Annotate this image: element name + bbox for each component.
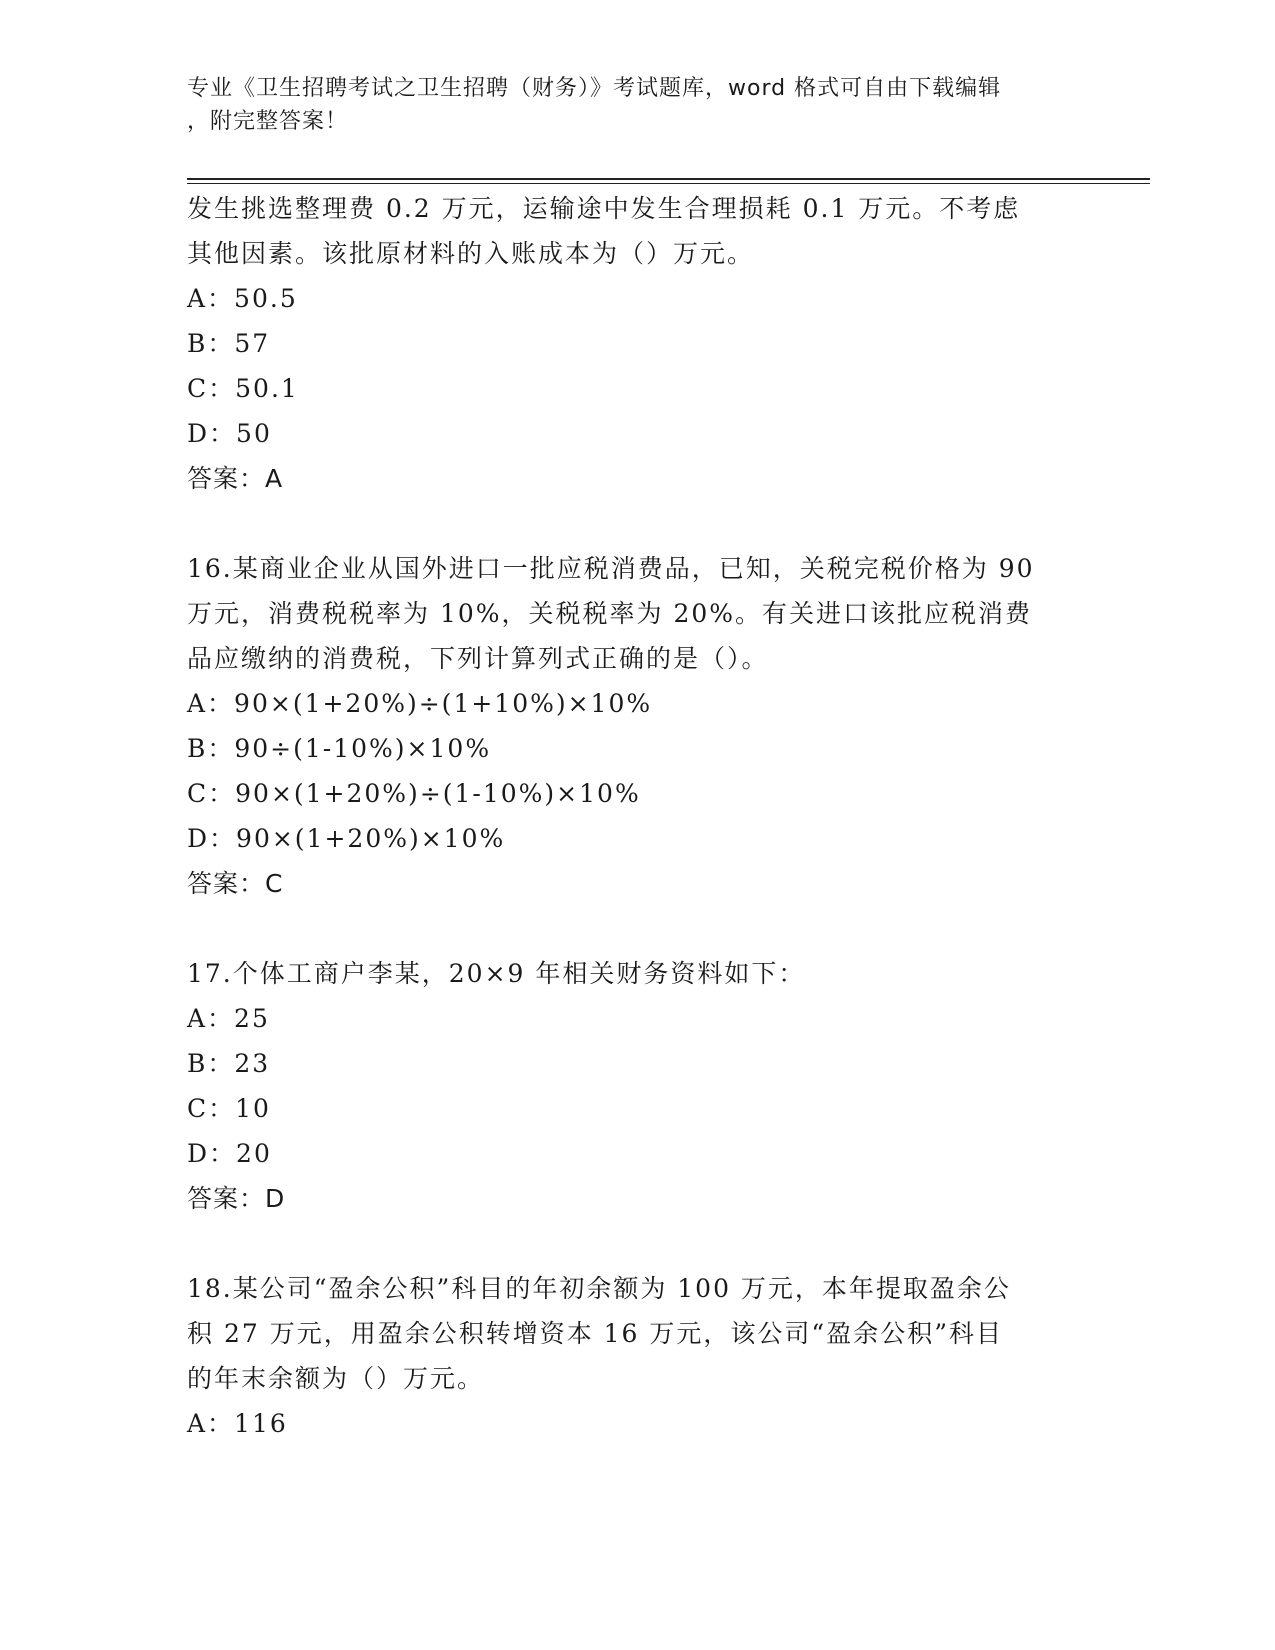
option-a: A：25: [187, 1004, 270, 1033]
answer-label: 答案：C: [187, 869, 284, 898]
spacer: [187, 906, 1087, 951]
question-16: [187, 546, 1087, 906]
spacer: [187, 501, 1087, 546]
document-header: [187, 72, 1067, 138]
question-15: [187, 186, 1087, 501]
question-text: 万元，消费税税率为 10%，关税税率为 20%。有关进口该批应税消费: [187, 599, 1033, 628]
question-text: 发生挑选整理费 0.2 万元，运输途中发生合理损耗 0.1 万元。不考虑: [187, 194, 1021, 223]
question-text: 其他因素。该批原材料的入账成本为（）万元。: [187, 239, 755, 268]
option-a: A：50.5: [187, 284, 298, 313]
question-text: 的年末余额为（）万元。: [187, 1364, 485, 1393]
question-text: 16.某商业企业从国外进口一批应税消费品，已知，关税完税价格为 90: [187, 554, 1035, 583]
option-d: D：90×(1+20%)×10%: [187, 824, 506, 853]
option-b: B：57: [187, 329, 271, 358]
option-a: A：90×(1+20%)÷(1+10%)×10%: [187, 689, 653, 718]
question-18: [187, 1266, 1087, 1446]
option-c: C：90×(1+20%)÷(1-10%)×10%: [187, 779, 641, 808]
option-d: D：50: [187, 419, 272, 448]
header-divider-thin: [187, 183, 1150, 184]
option-c: C：50.1: [187, 374, 299, 403]
option-d: D：20: [187, 1139, 272, 1168]
spacer: [187, 1221, 1087, 1266]
question-17: [187, 951, 1087, 1221]
header-line-2: ，附完整答案！: [187, 109, 349, 134]
option-c: C：10: [187, 1094, 271, 1123]
answer-label: 答案：A: [187, 464, 284, 493]
option-b: B：90÷(1-10%)×10%: [187, 734, 492, 763]
question-text: 18.某公司“盈余公积”科目的年初余额为 100 万元，本年提取盈余公: [187, 1274, 1011, 1303]
header-line-1: 专业《卫生招聘考试之卫生招聘（财务）》考试题库，word 格式可自由下载编辑: [187, 76, 1002, 101]
option-a: A：116: [187, 1409, 288, 1438]
question-text: 17.个体工商户李某，20×9 年相关财务资料如下：: [187, 959, 806, 988]
header-divider: [187, 178, 1150, 180]
question-list: [187, 186, 1087, 1446]
question-text: 品应缴纳的消费税，下列计算列式正确的是（）。: [187, 644, 769, 673]
answer-label: 答案：D: [187, 1184, 286, 1213]
question-text: 积 27 万元，用盈余公积转增资本 16 万元，该公司“盈余公积”科目: [187, 1319, 1003, 1348]
option-b: B：23: [187, 1049, 271, 1078]
